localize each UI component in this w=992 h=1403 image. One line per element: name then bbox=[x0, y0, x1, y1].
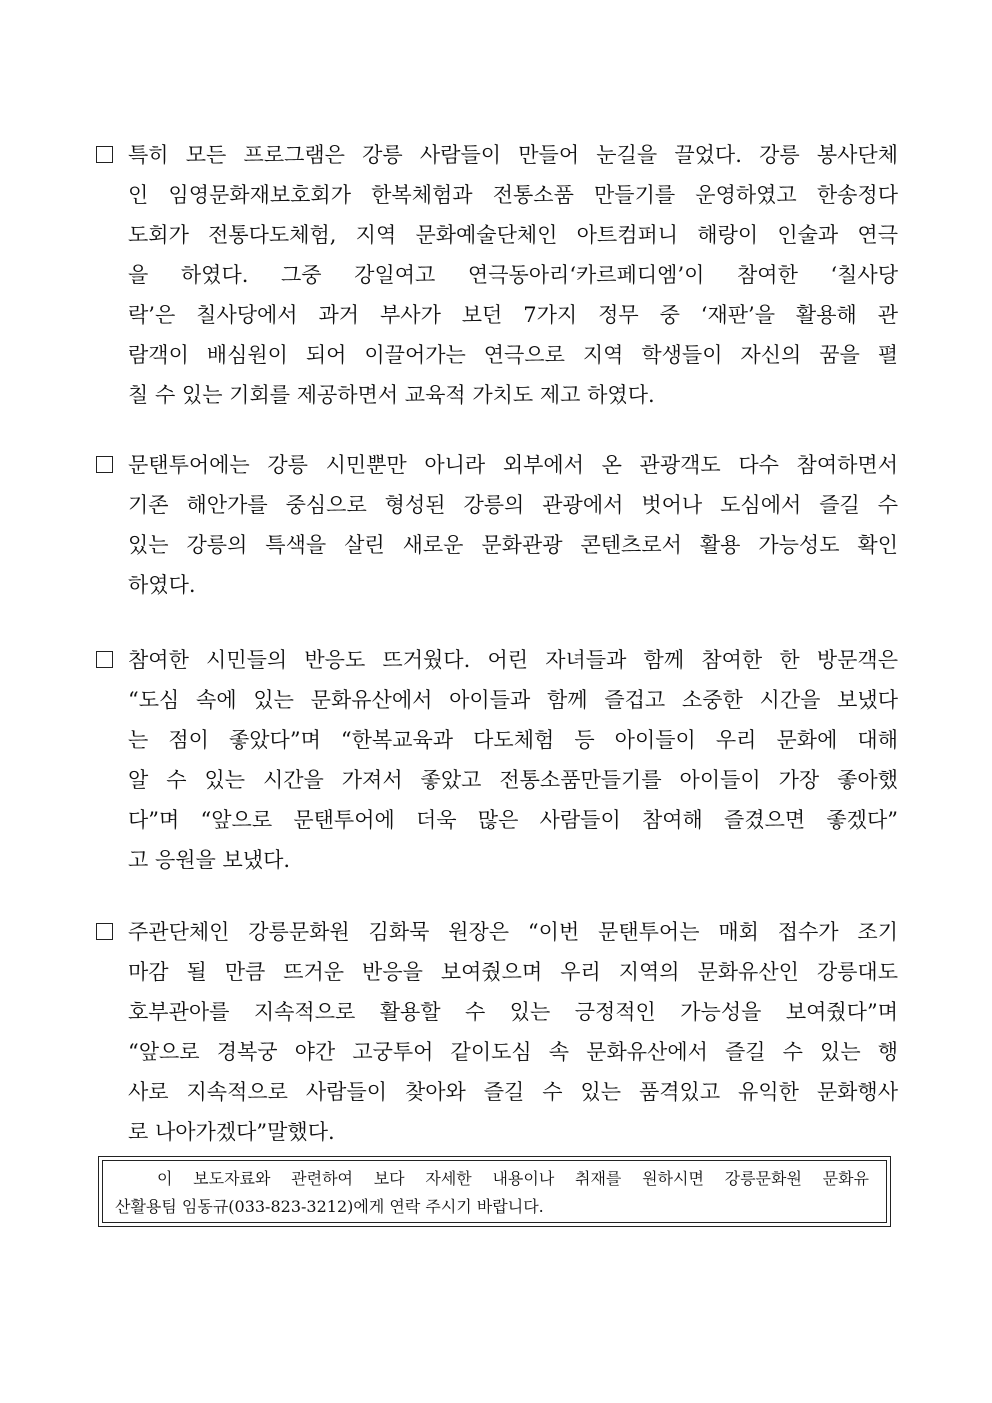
paragraph-line: 특히 모든 프로그램은 강릉 사람들이 만들어 눈길을 끌었다. 강릉 봉사단체 bbox=[128, 143, 898, 167]
paragraph-line: 을 하였다. 그중 강일여고 연극동아리‘카르페디엠’이 참여한 ‘칠사당 bbox=[128, 263, 898, 287]
checkbox-bullet-icon bbox=[96, 456, 113, 473]
contact-notice-box bbox=[98, 1156, 891, 1227]
paragraph-line: 참여한 시민들의 반응도 뜨거웠다. 어린 자녀들과 함께 참여한 한 방문객은 bbox=[128, 648, 898, 672]
notice-line-1: 이 보도자료와 관련하여 보다 자세한 내용이나 취재를 원하시면 강릉문화원 문화유 bbox=[157, 1169, 869, 1188]
paragraph-line: 도회가 전통다도체험, 지역 문화예술단체인 아트컴퍼니 해랑이 인술과 연극 bbox=[128, 223, 898, 247]
checkbox-bullet-icon bbox=[96, 146, 113, 163]
paragraph-line: 호부관아를 지속적으로 활용할 수 있는 긍정적인 가능성을 보여줬다”며 bbox=[128, 1000, 898, 1024]
checkbox-bullet-icon bbox=[96, 923, 113, 940]
paragraph-line: 다”며 “앞으로 문탠투어에 더욱 많은 사람들이 참여해 즐겼으면 좋겠다” bbox=[128, 808, 898, 832]
paragraph-line: 락’은 칠사당에서 과거 부사가 보던 7가지 정무 중 ‘재판’을 활용해 관 bbox=[128, 303, 898, 327]
paragraph-line: “앞으로 경복궁 야간 고궁투어 같이도심 속 문화유산에서 즐길 수 있는 행 bbox=[128, 1040, 898, 1064]
paragraph-line: 있는 강릉의 특색을 살린 새로운 문화관광 콘텐츠로서 활용 가능성도 확인 bbox=[128, 533, 898, 557]
paragraph-line: 기존 해안가를 중심으로 형성된 강릉의 관광에서 벗어나 도심에서 즐길 수 bbox=[128, 493, 898, 517]
paragraph-line: 칠 수 있는 기회를 제공하면서 교육적 가치도 제고 하였다. bbox=[128, 383, 655, 407]
paragraph-line: 고 응원을 보냈다. bbox=[128, 848, 291, 872]
paragraph-line: 문탠투어에는 강릉 시민뿐만 아니라 외부에서 온 관광객도 다수 참여하면서 bbox=[128, 453, 898, 477]
paragraph-line: 주관단체인 강릉문화원 김화묵 원장은 “이번 문탠투어는 매회 접수가 조기 bbox=[128, 920, 898, 944]
paragraph-line: 사로 지속적으로 사람들이 찾아와 즐길 수 있는 품격있고 유익한 문화행사 bbox=[128, 1080, 898, 1104]
paragraph-line: 인 임영문화재보호회가 한복체험과 전통소품 만들기를 운영하였고 한송정다 bbox=[128, 183, 898, 207]
notice-line-2: 산활용팀 임동규(033-823-3212)에게 연락 주시기 바랍니다. bbox=[115, 1197, 544, 1216]
paragraph-line: 하였다. bbox=[128, 573, 196, 597]
paragraph-line: 람객이 배심원이 되어 이끌어가는 연극으로 지역 학생들이 자신의 꿈을 펼 bbox=[128, 343, 898, 367]
paragraph-line: 로 나아가겠다”말했다. bbox=[128, 1120, 335, 1144]
checkbox-bullet-icon bbox=[96, 651, 113, 668]
paragraph-line: 는 점이 좋았다”며 “한복교육과 다도체험 등 아이들이 우리 문화에 대해 bbox=[128, 728, 898, 752]
paragraph-line: 마감 될 만큼 뜨거운 반응을 보여줬으며 우리 지역의 문화유산인 강릉대도 bbox=[128, 960, 898, 984]
paragraph-line: 알 수 있는 시간을 가져서 좋았고 전통소품만들기를 아이들이 가장 좋아했 bbox=[128, 768, 898, 792]
paragraph-line: “도심 속에 있는 문화유산에서 아이들과 함께 즐겁고 소중한 시간을 보냈다 bbox=[128, 688, 898, 712]
